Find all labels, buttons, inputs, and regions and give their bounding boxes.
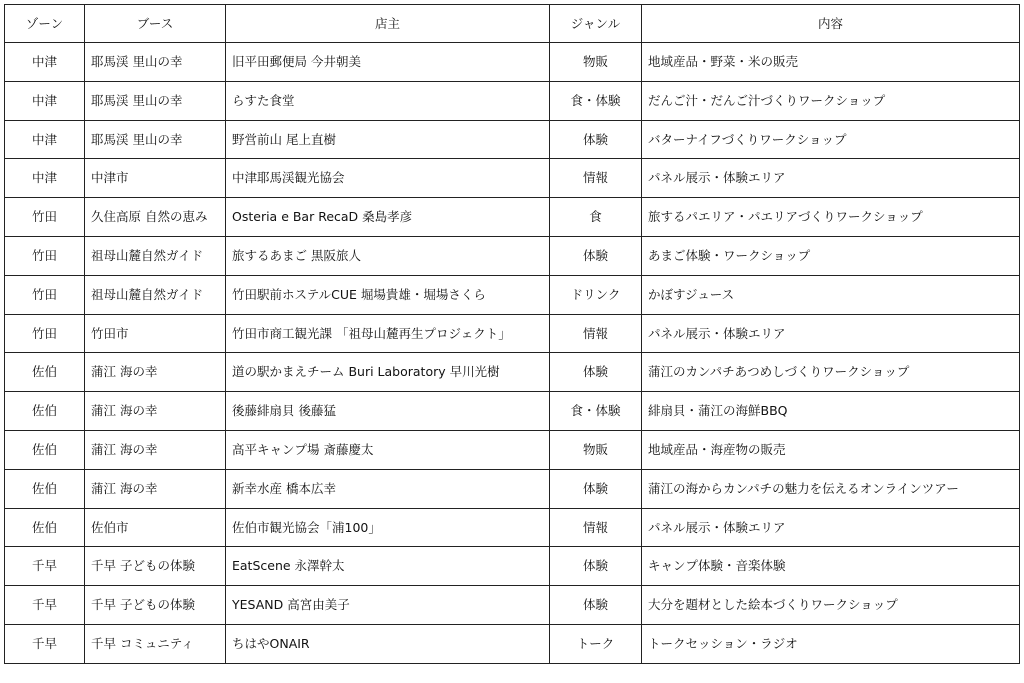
- zone-cell: 中津: [5, 43, 85, 82]
- zone-cell: 千早: [5, 624, 85, 663]
- table-row: [5, 314, 1020, 353]
- owner-cell: 道の駅かまえチーム Buri Laboratory 早川光樹: [226, 353, 550, 392]
- table-row: [5, 586, 1020, 625]
- booth-cell: 耶馬渓 里山の幸: [85, 120, 226, 159]
- owner-cell: 旧平田郵便局 今井朝美: [226, 43, 550, 82]
- genre-cell: 体験: [550, 547, 642, 586]
- table-row: [5, 624, 1020, 663]
- owner-cell: 竹田市商工観光課 「祖母山麓再生プロジェクト」: [226, 314, 550, 353]
- zone-cell: 竹田: [5, 275, 85, 314]
- zone-cell: 中津: [5, 81, 85, 120]
- genre-cell: 食・体験: [550, 81, 642, 120]
- owner-cell: 中津耶馬渓観光協会: [226, 159, 550, 198]
- table-row: [5, 159, 1020, 198]
- booth-cell: 佐伯市: [85, 508, 226, 547]
- genre-cell: ドリンク: [550, 275, 642, 314]
- table-row: [5, 120, 1020, 159]
- header-booth: ブース: [85, 5, 226, 43]
- owner-cell: YESAND 高宮由美子: [226, 586, 550, 625]
- content-cell: 大分を題材とした絵本づくりワークショップ: [642, 586, 1020, 625]
- booth-cell: 祖母山麓自然ガイド: [85, 236, 226, 275]
- genre-cell: 物販: [550, 430, 642, 469]
- booth-cell: 竹田市: [85, 314, 226, 353]
- header-zone: ゾーン: [5, 5, 85, 43]
- zone-cell: 佐伯: [5, 508, 85, 547]
- content-cell: バターナイフづくりワークショップ: [642, 120, 1020, 159]
- event-booth-table: [4, 4, 1020, 664]
- zone-cell: 佐伯: [5, 469, 85, 508]
- genre-cell: 物販: [550, 43, 642, 82]
- genre-cell: 体験: [550, 236, 642, 275]
- table-body: [5, 43, 1020, 664]
- genre-cell: 食: [550, 198, 642, 237]
- zone-cell: 竹田: [5, 314, 85, 353]
- table-row: [5, 198, 1020, 237]
- booth-cell: 祖母山麓自然ガイド: [85, 275, 226, 314]
- owner-cell: 佐伯市観光協会「浦100」: [226, 508, 550, 547]
- owner-cell: 後藤緋扇貝 後藤猛: [226, 392, 550, 431]
- booth-cell: 蒲江 海の幸: [85, 430, 226, 469]
- table-row: [5, 43, 1020, 82]
- zone-cell: 佐伯: [5, 430, 85, 469]
- booth-cell: 蒲江 海の幸: [85, 392, 226, 431]
- content-cell: トークセッション・ラジオ: [642, 624, 1020, 663]
- content-cell: 地域産品・海産物の販売: [642, 430, 1020, 469]
- table-row: [5, 547, 1020, 586]
- genre-cell: 情報: [550, 159, 642, 198]
- content-cell: 地域産品・野菜・米の販売: [642, 43, 1020, 82]
- header-genre: ジャンル: [550, 5, 642, 43]
- owner-cell: 高平キャンプ場 斎藤慶太: [226, 430, 550, 469]
- genre-cell: 体験: [550, 586, 642, 625]
- genre-cell: 食・体験: [550, 392, 642, 431]
- booth-cell: 千早 子どもの体験: [85, 586, 226, 625]
- content-cell: キャンプ体験・音楽体験: [642, 547, 1020, 586]
- content-cell: 緋扇貝・蒲江の海鮮BBQ: [642, 392, 1020, 431]
- header-row: [5, 5, 1020, 43]
- zone-cell: 中津: [5, 120, 85, 159]
- content-cell: 蒲江の海からカンパチの魅力を伝えるオンラインツアー: [642, 469, 1020, 508]
- booth-cell: 久住高原 自然の恵み: [85, 198, 226, 237]
- owner-cell: ちはやONAIR: [226, 624, 550, 663]
- zone-cell: 佐伯: [5, 353, 85, 392]
- booth-cell: 千早 コミュニティ: [85, 624, 226, 663]
- table-row: [5, 392, 1020, 431]
- genre-cell: 体験: [550, 469, 642, 508]
- zone-cell: 千早: [5, 586, 85, 625]
- content-cell: だんご汁・だんご汁づくりワークショップ: [642, 81, 1020, 120]
- content-cell: パネル展示・体験エリア: [642, 159, 1020, 198]
- zone-cell: 中津: [5, 159, 85, 198]
- booth-cell: 中津市: [85, 159, 226, 198]
- owner-cell: EatScene 永澤幹太: [226, 547, 550, 586]
- table-row: [5, 236, 1020, 275]
- genre-cell: 体験: [550, 120, 642, 159]
- table-row: [5, 275, 1020, 314]
- owner-cell: 旅するあまご 黒阪旅人: [226, 236, 550, 275]
- booth-cell: 耶馬渓 里山の幸: [85, 43, 226, 82]
- zone-cell: 竹田: [5, 236, 85, 275]
- content-cell: あまご体験・ワークショップ: [642, 236, 1020, 275]
- content-cell: かぼすジュース: [642, 275, 1020, 314]
- zone-cell: 竹田: [5, 198, 85, 237]
- content-cell: 蒲江のカンパチあつめしづくりワークショップ: [642, 353, 1020, 392]
- event-booth-table-container: [4, 4, 1019, 664]
- table-row: [5, 430, 1020, 469]
- genre-cell: トーク: [550, 624, 642, 663]
- header-owner: 店主: [226, 5, 550, 43]
- table-row: [5, 469, 1020, 508]
- owner-cell: 竹田駅前ホステルCUE 堀場貴雄・堀場さくら: [226, 275, 550, 314]
- genre-cell: 情報: [550, 508, 642, 547]
- table-header: [5, 5, 1020, 43]
- owner-cell: 野営前山 尾上直樹: [226, 120, 550, 159]
- booth-cell: 千早 子どもの体験: [85, 547, 226, 586]
- genre-cell: 情報: [550, 314, 642, 353]
- content-cell: 旅するパエリア・パエリアづくりワークショップ: [642, 198, 1020, 237]
- booth-cell: 蒲江 海の幸: [85, 353, 226, 392]
- booth-cell: 耶馬渓 里山の幸: [85, 81, 226, 120]
- zone-cell: 佐伯: [5, 392, 85, 431]
- content-cell: パネル展示・体験エリア: [642, 508, 1020, 547]
- header-content: 内容: [642, 5, 1020, 43]
- table-row: [5, 81, 1020, 120]
- genre-cell: 体験: [550, 353, 642, 392]
- booth-cell: 蒲江 海の幸: [85, 469, 226, 508]
- owner-cell: らすた食堂: [226, 81, 550, 120]
- content-cell: パネル展示・体験エリア: [642, 314, 1020, 353]
- owner-cell: 新幸水産 橋本広幸: [226, 469, 550, 508]
- table-row: [5, 353, 1020, 392]
- zone-cell: 千早: [5, 547, 85, 586]
- owner-cell: Osteria e Bar RecaD 桑島孝彦: [226, 198, 550, 237]
- table-row: [5, 508, 1020, 547]
